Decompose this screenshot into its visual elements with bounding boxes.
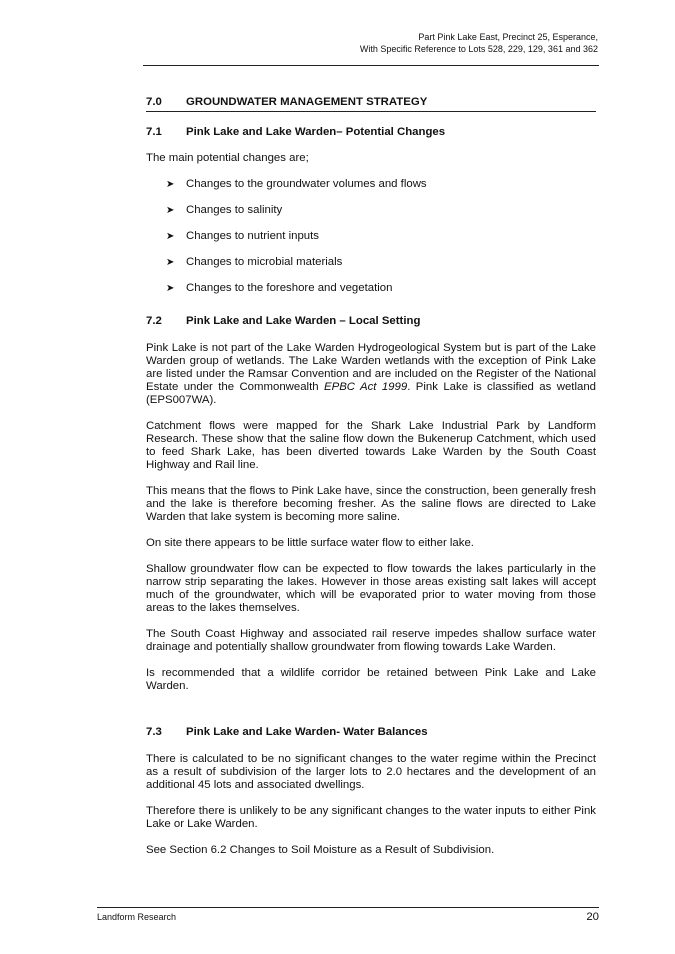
section-7-1-heading [146,126,596,139]
list-item [166,204,596,217]
body-paragraph: Shallow groundwater flow can be expected to flow towards the lakes particularly in the narrow strip separating the lakes. However in those areas existing salt lakes will accept much of the groundwater, which will be evaporated prior to water moving from those areas to the lakes themselves. [146,563,596,614]
body-paragraph: The South Coast Highway and associated rail reserve impedes shallow surface water drainage and potentially shallow groundwater from flowing towards Lake Warden. [146,628,596,653]
list-item [166,230,596,243]
intro-paragraph: The main potential changes are; [146,152,309,164]
header-divider [143,65,599,66]
list-item [166,256,596,269]
page-header [360,31,598,55]
arrow-bullet-icon: ➤ [166,179,175,190]
arrow-bullet-icon: ➤ [166,231,175,242]
list-item-text: Changes to nutrient inputs [186,230,319,242]
section-title: GROUNDWATER MANAGEMENT STRATEGY [186,96,428,108]
paragraph-text: . Pink Lake is classified as wetland (EPS007WA). [146,381,596,406]
section-number: 7.1 [146,126,162,138]
arrow-bullet-icon: ➤ [166,283,175,294]
list-item [166,178,596,191]
document-body [146,96,596,857]
potential-changes-list [146,178,596,295]
body-paragraph: Catchment flows were mapped for the Shark Lake Industrial Park by Landform Research. These show that the saline flow down the Bukenerup Catchment, which used to feed Shark Lake, has been diverted towards Lake Warden by the South Coast Highway and Rail line. [146,420,596,471]
body-paragraph [146,342,596,407]
body-paragraph: See Section 6.2 Changes to Soil Moisture as a Result of Subdivision. [146,844,495,856]
section-7-2-heading [146,315,596,328]
section-number: 7.3 [146,726,162,738]
section-7-3-heading [146,726,596,739]
header-line-2: With Specific Reference to Lots 528, 229, 129, 361 and 362 [359,44,598,54]
header-line-1: Part Pink Lake East, Precinct 25, Esperance, [418,32,598,42]
section-title: Pink Lake and Lake Warden– Potential Changes [186,126,446,138]
list-item [166,282,596,295]
section-title: Pink Lake and Lake Warden – Local Setting [186,315,421,327]
act-name: EPBC Act 1999 [324,381,408,393]
list-item-text: Changes to the groundwater volumes and flows [186,178,427,190]
list-item-text: Changes to salinity [186,204,283,216]
body-paragraph: Is recommended that a wildlife corridor be retained between Pink Lake and Lake Warden. [146,667,596,692]
page-footer [97,907,599,923]
section-number: 7.0 [146,96,162,108]
list-item-text: Changes to microbial materials [186,256,343,268]
section-title: Pink Lake and Lake Warden- Water Balances [186,726,428,738]
section-number: 7.2 [146,315,162,327]
paragraph-text: Pink Lake is not part of the Lake Warden Hydrogeological System but is part of the Lake Warden group of wetlands. The Lake Warden wetlands with the exception of Pink Lake are listed under the Ramsar Convention and are included on the Register of the National Estate under the Commonwealth [146,342,596,393]
page-number: 20 [586,911,599,923]
body-paragraph: On site there appears to be little surface water flow to either lake. [146,537,474,549]
body-paragraph: Therefore there is unlikely to be any significant changes to the water inputs to either Pink Lake or Lake Warden. [146,805,596,830]
arrow-bullet-icon: ➤ [166,257,175,268]
body-paragraph: This means that the flows to Pink Lake have, since the construction, been generally fresh and the lake is therefore becoming fresher. As the saline flows are directed to Lake Warden that lake system is becoming more saline. [146,485,596,523]
list-item-text: Changes to the foreshore and vegetation [186,282,393,294]
body-paragraph: There is calculated to be no significant changes to the water regime within the Precinct as a result of subdivision of the larger lots to 2.0 hectares and the development of an additional 45 lots and associated dwellings. [146,753,596,791]
footer-org: Landform Research [97,912,177,922]
section-7-0-heading [146,96,596,112]
arrow-bullet-icon: ➤ [166,205,175,216]
